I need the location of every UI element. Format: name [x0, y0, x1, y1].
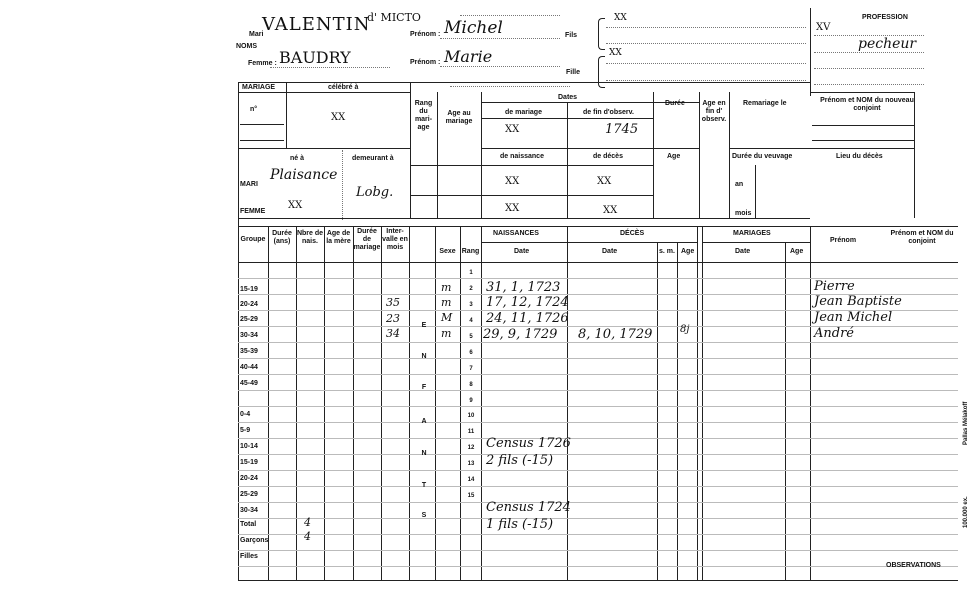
- row-rule: [238, 502, 958, 503]
- child-4-birth: 29, 9, 1729: [483, 327, 558, 342]
- row-rule: [238, 342, 958, 343]
- marriage-date-mark: XX: [505, 124, 520, 135]
- husband-firstname: Michel: [444, 18, 503, 38]
- deces-age-header: Age: [681, 248, 695, 255]
- femme-label: Femme :: [248, 60, 277, 67]
- enfants-letter-e: E: [421, 322, 427, 329]
- age-group-45-49: 45-49: [240, 380, 258, 387]
- fils-label: Fils: [565, 32, 578, 39]
- age-group-40-44: 40-44: [240, 364, 258, 371]
- profession-mark: XV: [816, 22, 831, 33]
- age-group-10-14: 10-14: [240, 443, 258, 450]
- sm-header: s. m.: [659, 248, 675, 255]
- rang-header: Rang: [461, 248, 480, 255]
- duree-veuvage-label: Durée du veuvage: [732, 153, 793, 160]
- child-1-sexe: m: [441, 281, 452, 294]
- enfants-letter-t: T: [421, 482, 427, 489]
- mois-label: mois: [735, 210, 752, 217]
- rang-5: 5: [469, 334, 473, 340]
- wife-firstname: Marie: [444, 47, 493, 66]
- dates-label: Dates: [558, 94, 578, 101]
- duree-ans-header: Durée (ans): [272, 230, 292, 245]
- husband-death-date: XX: [597, 176, 612, 187]
- mariages-header: MARIAGES: [733, 230, 771, 237]
- husband-prenom-label: Prénom :: [410, 31, 441, 38]
- enfants-letter-f: F: [421, 384, 427, 391]
- age-group-25-29b: 25-29: [240, 491, 258, 498]
- garcons-label: Garçons: [240, 537, 269, 544]
- wife-birth-date: XX: [505, 203, 520, 214]
- husband-surname-extra: d' MICTO: [367, 11, 421, 24]
- wife-surname: BAUDRY: [279, 48, 351, 67]
- age-fin-label: Age en fin d' observ.: [701, 100, 727, 123]
- total-value: 4: [304, 516, 311, 529]
- profession-label: PROFESSION: [862, 14, 908, 21]
- rang-15: 15: [467, 493, 475, 499]
- rang-14: 14: [467, 477, 475, 483]
- de-fin-label: de fin d'observ.: [583, 109, 634, 116]
- femme-row-label: FEMME: [240, 208, 266, 215]
- ne-a-label: né à: [290, 155, 305, 162]
- intervalle-1: 35: [386, 296, 400, 309]
- census-2-title: Census 1724: [486, 500, 571, 515]
- row-rule: [238, 374, 958, 375]
- naissance-date-header: Date: [514, 248, 530, 255]
- row-rule: [238, 470, 958, 471]
- age-label: Age: [667, 153, 681, 160]
- rang-8: 8: [469, 382, 473, 388]
- rang-1: 1: [469, 270, 473, 276]
- nbre-nais-header: Nbre de nais.: [296, 230, 324, 245]
- profession-value: pecheur: [858, 36, 917, 52]
- child-4-death-age: 8j: [680, 324, 690, 335]
- row-rule: [238, 518, 958, 519]
- census-1-title: Census 1726: [486, 436, 571, 451]
- child-3-birth: 24, 11, 1726: [486, 311, 569, 326]
- deces-date-header: Date: [602, 248, 618, 255]
- naissances-header: NAISSANCES: [493, 230, 539, 237]
- nouveau-conjoint-label: Prénom et NOM du nouveau conjoint: [820, 97, 914, 112]
- numero-label: n°: [250, 106, 258, 113]
- child-4-sexe: m: [441, 327, 452, 340]
- garcons-value: 4: [304, 530, 311, 543]
- child-2-sexe: m: [441, 296, 452, 309]
- de-deces-label: de décès: [593, 153, 623, 160]
- mariage-date-header: Date: [735, 248, 751, 255]
- row-rule: [238, 406, 958, 407]
- celebre-label: célébré à: [328, 84, 359, 91]
- rang-3: 3: [469, 302, 473, 308]
- age-group-35-39: 35-39: [240, 348, 258, 355]
- intervalle-2: 23: [386, 312, 400, 325]
- mariage-label: MARIAGE: [242, 84, 276, 91]
- rang-7: 7: [469, 366, 473, 372]
- wife-death-date: XX: [603, 205, 618, 216]
- row-rule: [238, 438, 958, 439]
- an-label: an: [735, 181, 744, 188]
- rang-2: 2: [469, 286, 473, 292]
- wife-birthplace: XX: [288, 200, 303, 211]
- mariage-age-header: Age: [790, 248, 804, 255]
- enfants-letter-a: A: [421, 418, 427, 425]
- row-rule: [238, 358, 958, 359]
- age-group-15-19b: 15-19: [240, 459, 258, 466]
- duree-mariage-header: Durée de mariage: [353, 228, 381, 251]
- groupe-header: Groupe: [240, 236, 266, 243]
- age-group-25-29: 25-29: [240, 316, 258, 323]
- enfants-letter-s: S: [421, 512, 427, 519]
- marriage-place-mark: XX: [331, 112, 346, 123]
- age-group-5-9: 5-9: [240, 427, 251, 434]
- child-2-birth: 17, 12, 1724: [486, 295, 569, 310]
- remariage-label: Remariage le: [743, 100, 787, 107]
- husband-residence: Lobg.: [356, 185, 394, 200]
- rang-9: 9: [469, 398, 473, 404]
- fille-mark: XX: [609, 48, 622, 58]
- observations-label: OBSERVATIONS: [886, 562, 941, 569]
- husband-birth-date: XX: [505, 176, 520, 187]
- enfants-letter-n: N: [421, 353, 427, 360]
- noms-label: NOMS: [236, 43, 257, 50]
- rang-13: 13: [467, 461, 475, 467]
- rang-mariage-label: Rang du mari- age: [414, 100, 433, 131]
- census-1-detail: 2 fils (-15): [486, 453, 554, 468]
- row-rule: [238, 486, 958, 487]
- rang-11: 11: [467, 429, 475, 435]
- filles-label: Filles: [240, 553, 258, 560]
- child-2-prenom: Jean Baptiste: [814, 294, 902, 309]
- duree-label: Durée: [665, 100, 685, 107]
- fille-label: Fille: [566, 69, 581, 76]
- age-mariage-label: Age au mariage: [445, 110, 473, 125]
- age-group-30-34: 30-34: [240, 332, 258, 339]
- de-mariage-label: de mariage: [505, 109, 542, 116]
- age-group-20-24b: 20-24: [240, 475, 258, 482]
- age-group-15-19: 15-19: [240, 286, 258, 293]
- child-4-prenom: André: [814, 326, 854, 341]
- age-group-30-34b: 30-34: [240, 507, 258, 514]
- age-mere-header: Age de la mère: [326, 230, 351, 245]
- row-rule: [238, 454, 958, 455]
- mari-label: Mari: [249, 31, 264, 38]
- print-run-mark: 100.000 ex.: [963, 496, 969, 528]
- row-rule: [238, 534, 958, 535]
- marriage-end-date: 1745: [605, 122, 639, 137]
- age-group-20-24: 20-24: [240, 301, 258, 308]
- total-label: Total: [240, 521, 257, 528]
- row-rule: [238, 566, 958, 567]
- rang-12: 12: [467, 445, 475, 451]
- row-rule: [238, 422, 958, 423]
- sexe-header: Sexe: [439, 248, 456, 255]
- rang-10: 10: [467, 413, 475, 419]
- husband-surname: VALENTIN: [262, 14, 371, 35]
- prenom-nom-conjoint-header: Prénom et NOM du conjoint: [890, 230, 954, 245]
- prenom-header: Prénom: [830, 237, 857, 244]
- deces-header: DÉCÈS: [620, 230, 645, 237]
- rang-4: 4: [469, 318, 473, 324]
- intervalle-3: 34: [386, 327, 400, 340]
- child-3-prenom: Jean Michel: [814, 310, 893, 325]
- child-3-sexe: M: [441, 311, 453, 324]
- child-1-prenom: Pierre: [814, 279, 855, 294]
- demeurant-label: demeurant à: [352, 155, 394, 162]
- row-rule: [238, 390, 958, 391]
- rang-6: 6: [469, 350, 473, 356]
- fils-mark: XX: [614, 13, 627, 23]
- enfants-letter-n2: N: [421, 450, 427, 457]
- row-rule: [238, 550, 958, 551]
- de-naissance-label: de naissance: [500, 153, 544, 160]
- husband-birthplace: Plaisance: [270, 167, 338, 183]
- wife-prenom-label: Prénom :: [410, 59, 441, 66]
- child-1-birth: 31, 1, 1723: [486, 280, 561, 295]
- lieu-deces-label: Lieu du décès: [836, 153, 883, 160]
- printer-mark: Pallas Mélakoff: [963, 401, 969, 445]
- child-4-death: 8, 10, 1729: [578, 327, 653, 342]
- census-2-detail: 1 fils (-15): [486, 517, 554, 532]
- intervalle-header: Inter- valle en mois: [382, 228, 408, 251]
- mari-row-label: MARI: [240, 181, 258, 188]
- age-group-0-4: 0-4: [240, 411, 251, 418]
